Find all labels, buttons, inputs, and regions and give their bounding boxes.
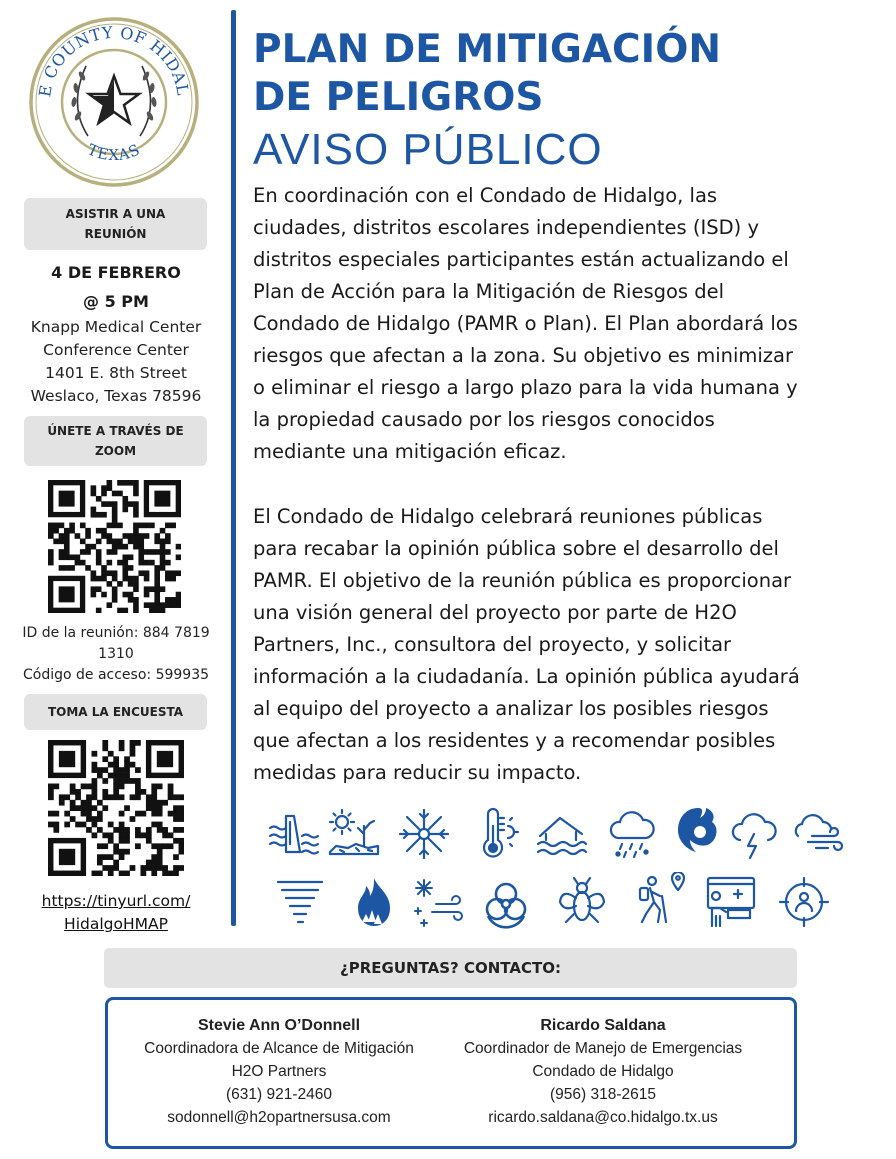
zoom-meeting-id-cont: 1310 xyxy=(98,646,134,662)
hiker-icon xyxy=(632,872,688,928)
text-line: medidas para reducir su impacto. xyxy=(253,761,582,784)
tornado-icon xyxy=(272,874,328,930)
meeting-time: @ 5 PM xyxy=(83,292,149,311)
zoom-passcode: Código de acceso: 599935 xyxy=(22,667,210,683)
text-line: Condado de Hidalgo (PAMR o Plan). El Plan abordará los xyxy=(253,312,798,335)
text-line: riesgos que afectan a la zona. Su objetivo es minimizar xyxy=(253,344,794,367)
text-line: Plan de Acción para la Mitigación de Riesgos del xyxy=(253,280,725,303)
text-line: PAMR. El objetivo de la reunión pública es proporcionar xyxy=(253,569,792,592)
survey-link-line[interactable]: https://tinyurl.com/ xyxy=(41,892,191,910)
meeting-date: 4 DE FEBRERO xyxy=(51,263,181,282)
flood-icon xyxy=(534,806,590,862)
text-line: que afectan a los residentes y a recomendar posibles xyxy=(253,729,776,752)
hail-icon xyxy=(604,806,660,862)
target-person-icon xyxy=(776,874,832,930)
contact-heading: ¿PREGUNTAS? CONTACTO: xyxy=(104,948,797,988)
county-seal xyxy=(28,16,200,188)
zoom-qr-code[interactable] xyxy=(48,480,181,613)
text-line: mediante una mitigación eficaz. xyxy=(253,440,567,463)
extreme-heat-icon xyxy=(466,806,522,862)
text-line: información a la ciudadanía. La opinión pública ayudará xyxy=(253,665,800,688)
venue-line: Conference Center xyxy=(43,341,189,359)
zoom-info xyxy=(10,623,222,686)
contact-role: Coordinador de Manejo de Emergencias xyxy=(463,1040,743,1057)
text-line: la propiedad causado por los riesgos conocidos xyxy=(253,408,715,431)
contact-phone[interactable]: (956) 318-2615 xyxy=(550,1086,656,1103)
page-title-cont: DE PELIGROS xyxy=(253,75,544,120)
drought-icon xyxy=(326,806,382,862)
contact-org: Condado de Hidalgo xyxy=(532,1063,674,1080)
text-line: o eliminar el riesgo a largo plazo para la vida humana y xyxy=(253,376,798,399)
survey-label: TOMA LA ENCUESTA xyxy=(24,694,207,730)
contact-org: H2O Partners xyxy=(231,1063,327,1080)
text-line: ciudades, distritos escolares independientes (ISD) y xyxy=(253,216,759,239)
survey-qr-code[interactable] xyxy=(48,740,184,876)
text-line: En coordinación con el Condado de Hidalgo, las xyxy=(253,184,718,207)
contact-name: Ricardo Saldana xyxy=(540,1017,666,1034)
venue-address xyxy=(10,316,222,408)
contact-name: Stevie Ann O’Donnell xyxy=(197,1017,361,1034)
extreme-cold-icon xyxy=(396,806,452,862)
high-wind-icon xyxy=(790,806,846,862)
contact-role: Coordinadora de Alcance de Mitigación xyxy=(144,1040,414,1057)
text-line: para recabar la opinión pública sobre el desarrollo del xyxy=(253,537,779,560)
emergency-planning-icon xyxy=(704,874,760,930)
zoom-label: ÚNETE A TRAVÉS DE ZOOM xyxy=(24,416,207,466)
venue-line: Weslaco, Texas 78596 xyxy=(30,387,202,405)
hurricane-icon xyxy=(670,804,726,860)
dam-failure-icon xyxy=(266,806,322,862)
survey-link-line[interactable]: HidalgoHMAP xyxy=(64,915,168,933)
vertical-divider xyxy=(231,10,236,926)
text-line: El Condado de Hidalgo celebrará reuniones públicas xyxy=(253,505,763,528)
lightning-icon xyxy=(726,806,782,862)
venue-line: Knapp Medical Center xyxy=(30,318,202,336)
contact-phone[interactable]: (631) 921-2460 xyxy=(226,1086,332,1103)
page-subtitle: AVISO PÚBLICO xyxy=(253,125,603,174)
attend-meeting-label: ASISTIR A UNA REUNIÓN xyxy=(24,198,207,250)
intro-paragraph xyxy=(253,180,863,468)
meetings-paragraph xyxy=(253,501,863,789)
biohazard-icon xyxy=(478,874,534,930)
text-line: Partners, Inc., consultora del proyecto, y solicitar xyxy=(253,633,732,656)
seal-bottom-text: TEXAS xyxy=(84,140,144,165)
survey-link[interactable] xyxy=(10,890,222,936)
text-line: distritos especiales participantes están actualizando el xyxy=(253,248,789,271)
venue-line: 1401 E. 8th Street xyxy=(45,364,187,382)
contact-email[interactable]: ricardo.saldana@co.hidalgo.tx.us xyxy=(488,1109,718,1126)
page-title: PLAN DE MITIGACIÓN xyxy=(253,27,721,72)
contact-box xyxy=(105,997,797,1149)
contact-email[interactable]: sodonnell@h2opartnersusa.com xyxy=(167,1109,391,1126)
contact-card xyxy=(438,1014,768,1129)
text-line: al equipo del proyecto a analizar los posibles riesgos xyxy=(253,697,769,720)
seal-top-text: E COUNTY OF HIDAL xyxy=(35,22,193,99)
text-line: una visión general del proyecto por parte de H2O xyxy=(253,601,737,624)
pandemic-icon xyxy=(554,874,610,930)
zoom-meeting-id: ID de la reunión: 884 7819 xyxy=(22,625,210,641)
winter-storm-icon xyxy=(410,874,466,930)
contact-card xyxy=(114,1014,444,1129)
wildfire-icon xyxy=(346,874,402,930)
